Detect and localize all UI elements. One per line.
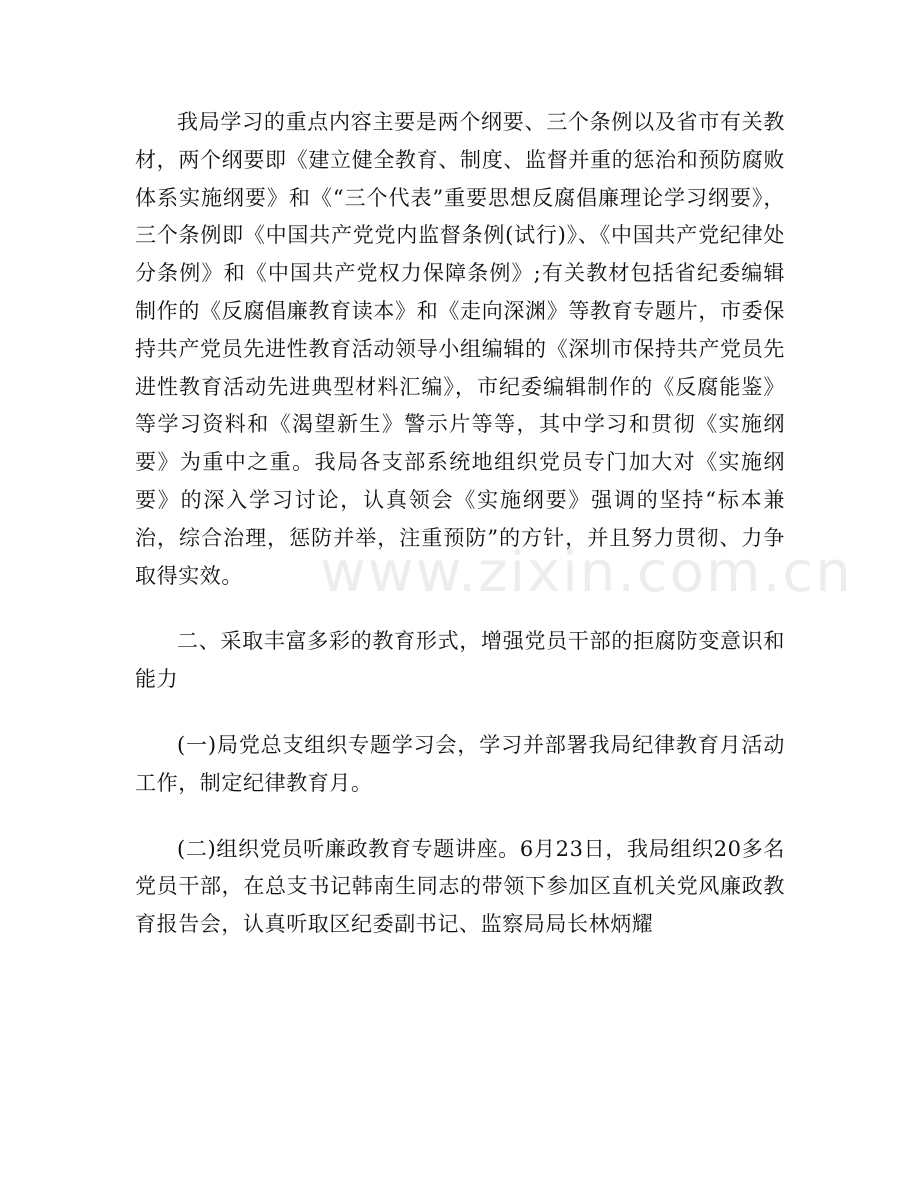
section-heading-education-forms: 二、采取丰富多彩的教育形式，增强党员干部的拒腐防变意识和能力 [135,629,785,692]
paragraph-study-content: 我局学习的重点内容主要是两个纲要、三个条例以及省市有关教材，两个纲要即《建立健全教育、制度、监督并重的惩治和预防腐败体系实施纲要》和《“三个代表”重要思想反腐倡廉理论学习纲要》，三个条例即《中国共产党党内监督条例(试行)》、《中国共产党纪律处分条例》和《中国共产党权力保障条例》;有关教材包括省纪委编辑制作的《反腐倡廉教育读本》和《走向深渊》等教育专题片，市委保持共产党员先进性教育活动领导小组编辑的《深圳市保持共产党员先进性教育活动先进典型材料汇编》，市纪委编辑制作的《反腐能鉴》等学习资料和《渴望新生》警示片等等，其中学习和贯彻《实施纲要》为重中之重。我局各支部系统地组织党员专门加大对《实施纲要》的深入学习讨论，认真领会《实施纲要》强调的坚持“标本兼治，综合治理，惩防并举，注重预防”的方针，并且努力贯彻、力争取得实效。 [135,110,785,588]
document-body [135,104,785,972]
paragraph-item-one: (一)局党总支组织专题学习会，学习并部署我局纪律教育月活动工作，制定纪律教育月。 [135,732,785,795]
paragraph-item-two: (二)组织党员听廉政教育专题讲座。6月23日，我局组织20多名党员干部，在总支书记韩南生同志的带领下参加区直机关党风廉政教育报告会，认真听取区纪委副书记、监察局局长林炳耀 [135,836,785,937]
watermark: www.zixin.com.cn [320,540,853,605]
